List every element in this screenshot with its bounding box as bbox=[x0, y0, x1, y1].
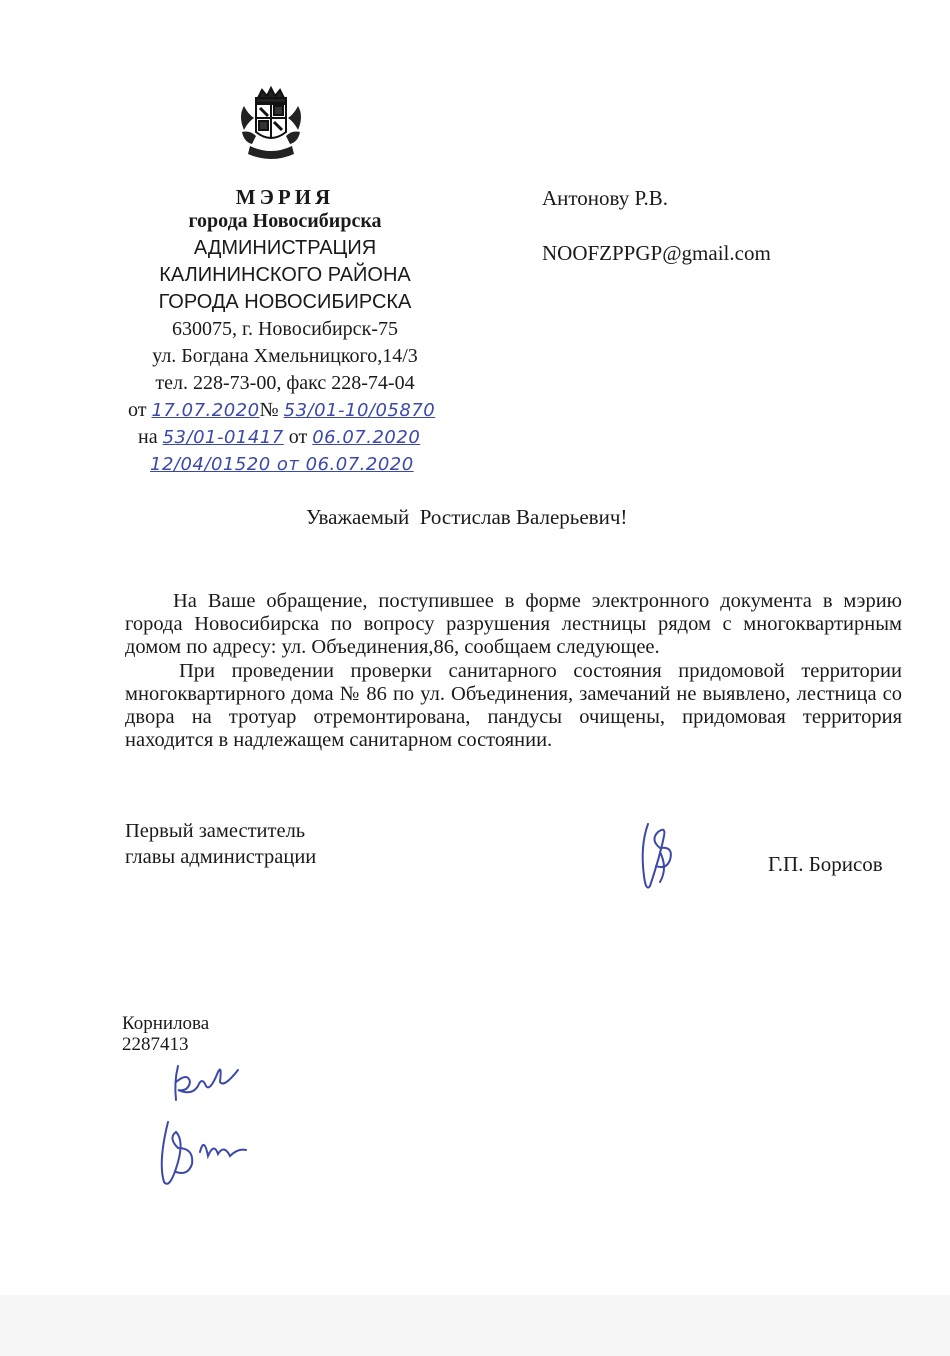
dept-line-2: КАЛИНИНСКОГО РАЙОНА bbox=[159, 264, 411, 286]
postal-address: 630075, г. Новосибирск-75 bbox=[172, 318, 398, 340]
executor-name: Корнилова bbox=[122, 1013, 210, 1034]
salutation: Уважаемый Ростислав Валерьевич! bbox=[306, 505, 628, 529]
reply-date: 06.07.2020 bbox=[312, 427, 421, 448]
signer-title-line-2: главы администрации bbox=[125, 846, 317, 868]
dept-line-3: ГОРОДА НОВОСИБИРСКА bbox=[158, 291, 412, 313]
letterhead bbox=[110, 184, 460, 397]
executor-info bbox=[122, 1013, 209, 1055]
phone-fax: тел. 228-73-00, факс 228-74-04 bbox=[155, 372, 415, 394]
outgoing-date: 17.07.2020 bbox=[151, 400, 260, 421]
scan-shade bbox=[0, 1295, 950, 1356]
from-label: от bbox=[128, 399, 147, 421]
extra-ref-line bbox=[150, 453, 414, 476]
reply-number: 53/01-01417 bbox=[162, 427, 284, 448]
coat-of-arms-icon bbox=[236, 84, 306, 164]
recipient-email: NOOFZPPGP@gmail.com bbox=[542, 241, 771, 265]
body-paragraph-2: При проведении проверки санитарного состояния придомовой территории многоквартирного дома № 86 по ул. Объединения, замечаний не выявлено, лестница со двора на тротуар отремонтирована, пандусы очищены, придомовая территория находится в надлежащем санитарном состоянии. bbox=[125, 660, 902, 751]
recipient-name: Антонову Р.В. bbox=[542, 186, 669, 210]
handwritten-signature-icon bbox=[630, 816, 690, 896]
outgoing-number: 53/01-10/05870 bbox=[283, 400, 436, 421]
dept-line-1: АДМИНИСТРАЦИЯ bbox=[193, 237, 377, 259]
executor-phone: 2287413 bbox=[122, 1034, 189, 1055]
extra-reference: 12/04/01520 от 06.07.2020 bbox=[150, 454, 414, 475]
number-label: № bbox=[259, 399, 279, 421]
reply-from-label: от bbox=[288, 426, 308, 448]
executor-signature-icon bbox=[148, 1052, 258, 1192]
signer-name: Г.П. Борисов bbox=[768, 852, 883, 876]
body-paragraph-1: На Ваше обращение, поступившее в форме электронного документа в мэрию города Новосибирска по вопросу разрушения лестницы рядом с многоквартирным домом по адресу: ул. Объединения,86, сообщаем следующее. bbox=[125, 590, 902, 658]
signer-title-line-1: Первый заместитель bbox=[125, 820, 306, 842]
street-address: ул. Богдана Хмельницкого,14/3 bbox=[152, 345, 418, 367]
reply-label: на bbox=[138, 426, 158, 448]
org-city: города Новосибирска bbox=[188, 210, 382, 232]
org-name: МЭРИЯ bbox=[235, 185, 335, 209]
signer-title bbox=[125, 818, 316, 870]
letter-body bbox=[125, 590, 902, 752]
reply-reg-line bbox=[138, 426, 420, 449]
outgoing-reg-line bbox=[128, 399, 435, 422]
